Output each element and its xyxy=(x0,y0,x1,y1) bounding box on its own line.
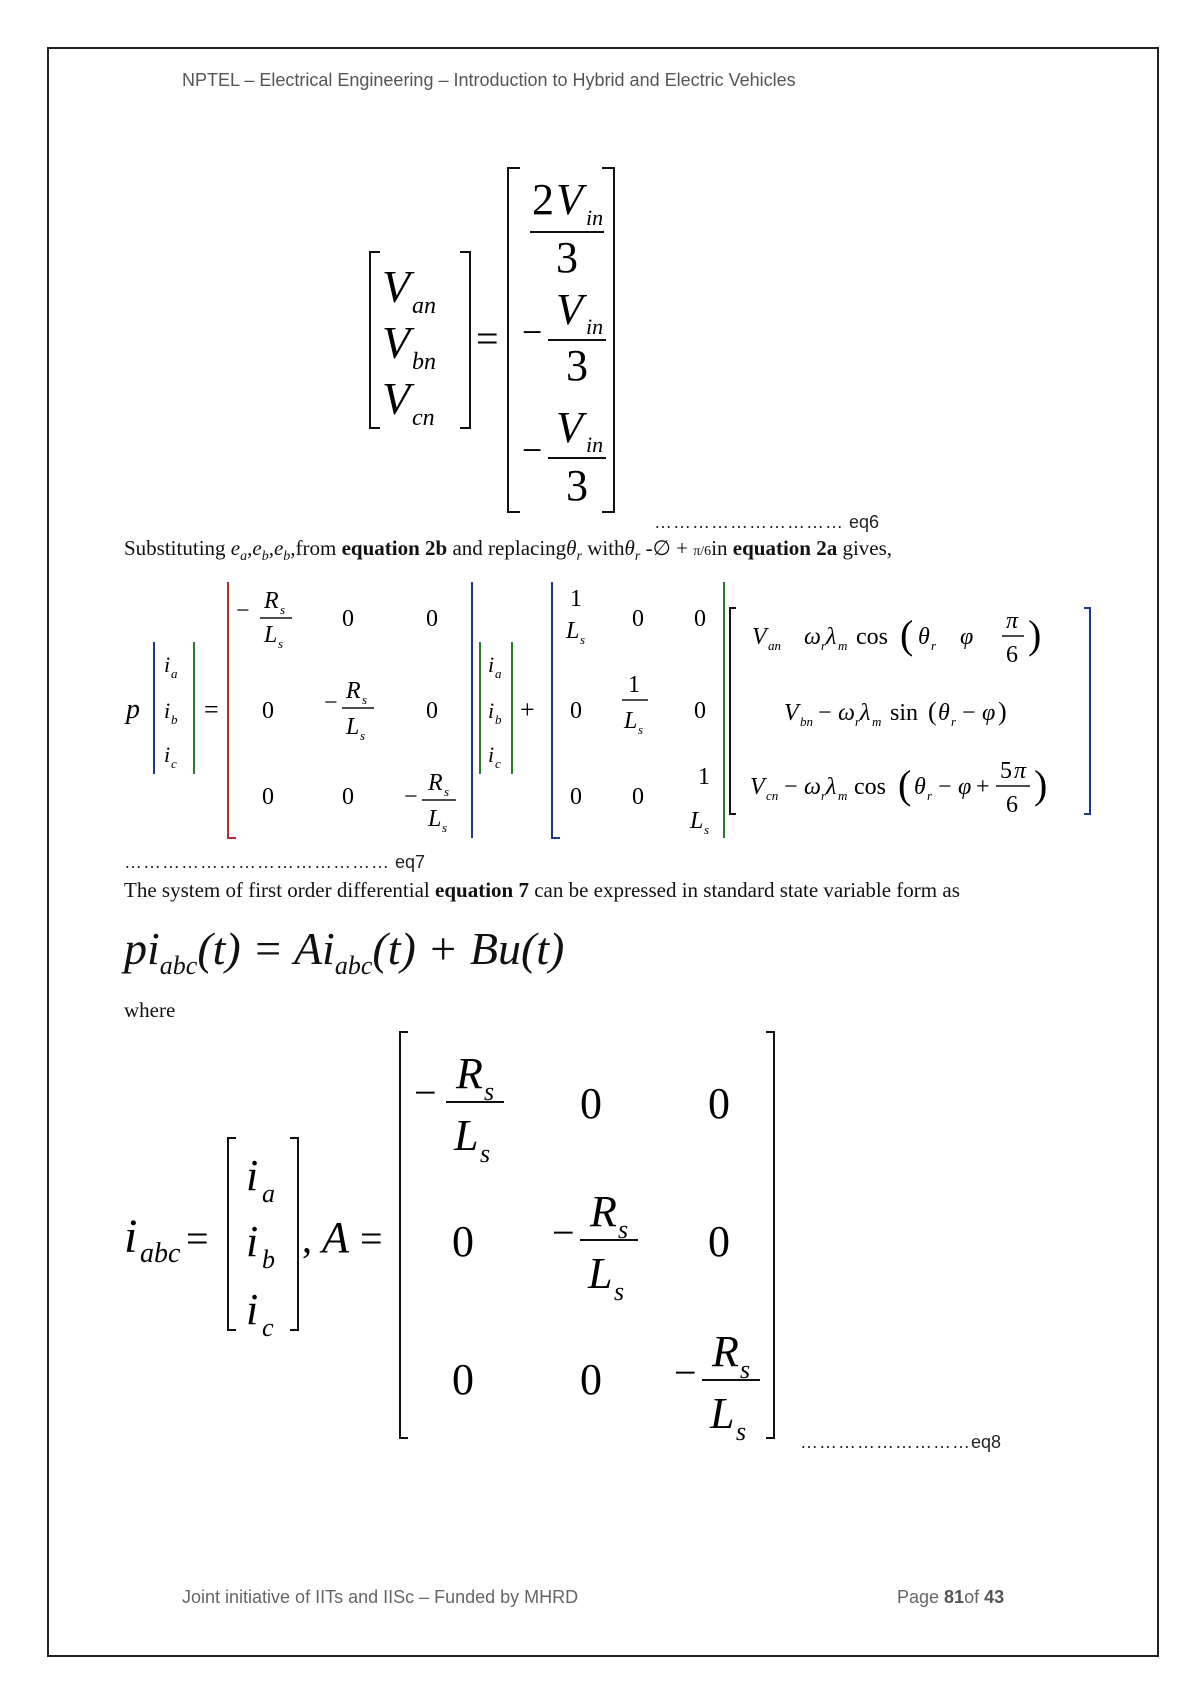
svg-text:V: V xyxy=(750,774,765,800)
svg-text:r: r xyxy=(927,788,933,803)
svg-text:i: i xyxy=(488,742,495,767)
svg-text:0: 0 xyxy=(426,606,438,632)
svg-text:λ: λ xyxy=(826,624,837,650)
svg-text:0: 0 xyxy=(580,1355,602,1404)
svg-text:V: V xyxy=(784,700,799,726)
svg-text:λ: λ xyxy=(826,774,837,800)
svg-text:6: 6 xyxy=(1006,642,1018,668)
svg-text:s: s xyxy=(614,1277,625,1306)
svg-text:s: s xyxy=(736,1417,747,1446)
svg-text:sin: sin xyxy=(890,700,919,726)
svg-text:1: 1 xyxy=(628,672,640,698)
svg-text:i: i xyxy=(124,1210,138,1263)
svg-text:3: 3 xyxy=(556,233,578,282)
svg-text:0: 0 xyxy=(570,784,582,810)
svg-text:−: − xyxy=(522,312,543,352)
footer-page-number: Page 81of 43 xyxy=(897,1587,1005,1607)
equation-8 xyxy=(124,1030,804,1450)
svg-text:V: V xyxy=(382,261,411,312)
svg-text:s: s xyxy=(360,728,366,743)
svg-text:V: V xyxy=(382,317,411,368)
svg-text:abc: abc xyxy=(140,1238,181,1269)
svg-text:(: ( xyxy=(928,697,937,726)
svg-text:+: + xyxy=(976,774,990,800)
svg-text:b: b xyxy=(171,712,178,727)
svg-text:π: π xyxy=(1006,608,1019,634)
substituting-text: Substituting $e_a,e_b,e_b,from$ equation 2b and replacingθ$_r$ withθ$_r$ -∅ + π/6in equation 2a gives, xyxy=(124,536,893,565)
svg-text:R: R xyxy=(264,588,279,614)
svg-text:−: − xyxy=(938,774,952,800)
svg-text:−: − xyxy=(552,1210,575,1255)
svg-text:0: 0 xyxy=(452,1355,474,1404)
svg-text:in: in xyxy=(586,205,604,230)
svg-text:5: 5 xyxy=(1000,758,1012,784)
svg-text:=: = xyxy=(204,695,219,724)
svg-text:−: − xyxy=(404,784,418,810)
svg-text:cos: cos xyxy=(856,624,888,650)
svg-text:V: V xyxy=(382,373,411,424)
svg-text:0: 0 xyxy=(694,606,706,632)
svg-text:2: 2 xyxy=(532,175,554,224)
svg-text:a: a xyxy=(171,666,178,681)
svg-text:θ: θ xyxy=(938,700,950,726)
svg-text:−: − xyxy=(674,1350,697,1395)
svg-text:c: c xyxy=(171,756,177,771)
svg-text:0: 0 xyxy=(342,606,354,632)
svg-text:−: − xyxy=(236,598,250,624)
svg-text:−: − xyxy=(522,430,543,470)
svg-text:=: = xyxy=(360,1216,383,1261)
svg-text:s: s xyxy=(740,1355,751,1384)
svg-text:=: = xyxy=(476,316,499,361)
svg-text:i: i xyxy=(488,698,495,723)
svg-text:i: i xyxy=(246,1217,259,1266)
eq6-label: ………………………… eq6 xyxy=(654,512,880,532)
svg-text:a: a xyxy=(495,666,502,681)
svg-text:c: c xyxy=(262,1313,274,1342)
svg-text:r: r xyxy=(821,788,827,803)
svg-text:R: R xyxy=(346,678,361,704)
svg-text:L: L xyxy=(624,708,638,734)
svg-text:R: R xyxy=(590,1187,617,1236)
svg-text:r: r xyxy=(931,638,937,653)
svg-text:L: L xyxy=(588,1249,613,1298)
svg-text:i: i xyxy=(164,742,171,767)
svg-text:s: s xyxy=(704,822,710,837)
svg-text:0: 0 xyxy=(632,606,644,632)
svg-text:i: i xyxy=(246,1285,259,1334)
svg-text:c: c xyxy=(495,756,501,771)
svg-text:0: 0 xyxy=(580,1079,602,1128)
svg-text:L: L xyxy=(346,714,360,740)
svg-text:s: s xyxy=(638,722,644,737)
svg-text:R: R xyxy=(712,1327,739,1376)
svg-text:0: 0 xyxy=(262,784,274,810)
svg-text:L: L xyxy=(428,806,442,832)
svg-text:cn: cn xyxy=(412,405,435,431)
svg-text:0: 0 xyxy=(708,1079,730,1128)
svg-text:−: − xyxy=(818,700,832,726)
svg-text:): ) xyxy=(998,697,1007,726)
svg-text:1: 1 xyxy=(570,586,582,612)
svg-text:−: − xyxy=(962,700,976,726)
svg-text:1: 1 xyxy=(698,764,710,790)
svg-text:0: 0 xyxy=(694,698,706,724)
svg-text:in: in xyxy=(586,314,604,339)
svg-text:p: p xyxy=(126,694,140,725)
svg-text:s: s xyxy=(280,602,286,617)
equation-6 xyxy=(360,160,660,520)
svg-text:3: 3 xyxy=(566,461,588,510)
svg-text:ω: ω xyxy=(804,774,821,800)
svg-text:0: 0 xyxy=(452,1217,474,1266)
svg-text:r: r xyxy=(855,714,861,729)
svg-text:0: 0 xyxy=(262,698,274,724)
where-text: where xyxy=(124,998,176,1022)
svg-text:V: V xyxy=(556,403,583,452)
svg-text:an: an xyxy=(768,638,781,653)
svg-text:V: V xyxy=(556,175,583,224)
eq8-label: ………………………eq8 xyxy=(800,1432,1002,1452)
svg-text:R: R xyxy=(456,1049,483,1098)
svg-text:cos: cos xyxy=(854,774,886,800)
svg-text:r: r xyxy=(821,638,827,653)
svg-text:0: 0 xyxy=(342,784,354,810)
eq7-label: …………………………………… eq7 xyxy=(124,852,426,872)
svg-text:s: s xyxy=(618,1215,629,1244)
svg-text:L: L xyxy=(566,618,580,644)
svg-text:+: + xyxy=(520,695,535,724)
svg-text:L: L xyxy=(710,1389,735,1438)
svg-text:m: m xyxy=(872,714,882,729)
svg-text:cn: cn xyxy=(766,788,779,803)
svg-text:m: m xyxy=(838,638,848,653)
svg-text:6: 6 xyxy=(1006,792,1018,818)
svg-text:a: a xyxy=(262,1179,275,1208)
svg-text:L: L xyxy=(454,1111,479,1160)
svg-text:ω: ω xyxy=(804,624,821,650)
state-equation: $pi_{abc}(t) = Ai_{abc}(t) + Bu(t)$ xyxy=(124,923,565,981)
svg-text:0: 0 xyxy=(570,698,582,724)
svg-text:ω: ω xyxy=(838,700,855,726)
svg-text:φ: φ xyxy=(958,774,972,800)
svg-text:b: b xyxy=(262,1245,275,1274)
svg-text:L: L xyxy=(690,808,704,834)
svg-text:V: V xyxy=(556,285,583,334)
svg-text:): ) xyxy=(1034,762,1048,807)
svg-text:λ: λ xyxy=(860,700,871,726)
svg-text:s: s xyxy=(362,692,368,707)
svg-text:m: m xyxy=(838,788,848,803)
svg-text:−: − xyxy=(784,774,798,800)
page-header: NPTEL – Electrical Engineering – Introduction to Hybrid and Electric Vehicles xyxy=(182,70,796,90)
svg-text:): ) xyxy=(1028,612,1042,657)
svg-text:π: π xyxy=(1014,758,1027,784)
svg-text:r: r xyxy=(951,714,957,729)
svg-text:i: i xyxy=(488,652,495,677)
footer-left: Joint initiative of IITs and IISc – Funded by MHRD xyxy=(182,1587,579,1607)
svg-text:s: s xyxy=(444,784,450,799)
svg-text:A: A xyxy=(322,1213,349,1262)
svg-text:(: ( xyxy=(898,762,912,807)
svg-text:bn: bn xyxy=(412,349,436,375)
svg-text:3: 3 xyxy=(566,341,588,390)
svg-text:b: b xyxy=(495,712,502,727)
svg-text:,: , xyxy=(302,1216,312,1261)
equation-7 xyxy=(124,578,1094,848)
svg-text:an: an xyxy=(412,293,436,319)
svg-text:bn: bn xyxy=(800,714,813,729)
svg-text:in: in xyxy=(586,432,604,457)
svg-text:s: s xyxy=(580,632,586,647)
svg-text:L: L xyxy=(264,622,278,648)
svg-text:0: 0 xyxy=(426,698,438,724)
svg-text:i: i xyxy=(164,652,171,677)
svg-text:θ: θ xyxy=(914,774,926,800)
svg-text:(: ( xyxy=(900,612,914,657)
svg-text:V: V xyxy=(752,624,767,650)
svg-text:−: − xyxy=(414,1070,437,1115)
svg-text:s: s xyxy=(480,1139,491,1168)
svg-text:−: − xyxy=(324,690,338,716)
svg-text:R: R xyxy=(428,770,443,796)
svg-text:i: i xyxy=(164,698,171,723)
svg-text:s: s xyxy=(278,636,284,651)
system-text: The system of first order differential equation 7 can be expressed in standard state variable form as xyxy=(124,878,960,902)
svg-text:s: s xyxy=(442,820,448,835)
svg-text:0: 0 xyxy=(708,1217,730,1266)
svg-text:=: = xyxy=(186,1216,209,1261)
svg-text:φ: φ xyxy=(960,624,974,650)
svg-text:i: i xyxy=(246,1151,259,1200)
svg-text:φ: φ xyxy=(982,700,996,726)
svg-text:s: s xyxy=(484,1077,495,1106)
svg-text:0: 0 xyxy=(632,784,644,810)
svg-text:θ: θ xyxy=(918,624,930,650)
